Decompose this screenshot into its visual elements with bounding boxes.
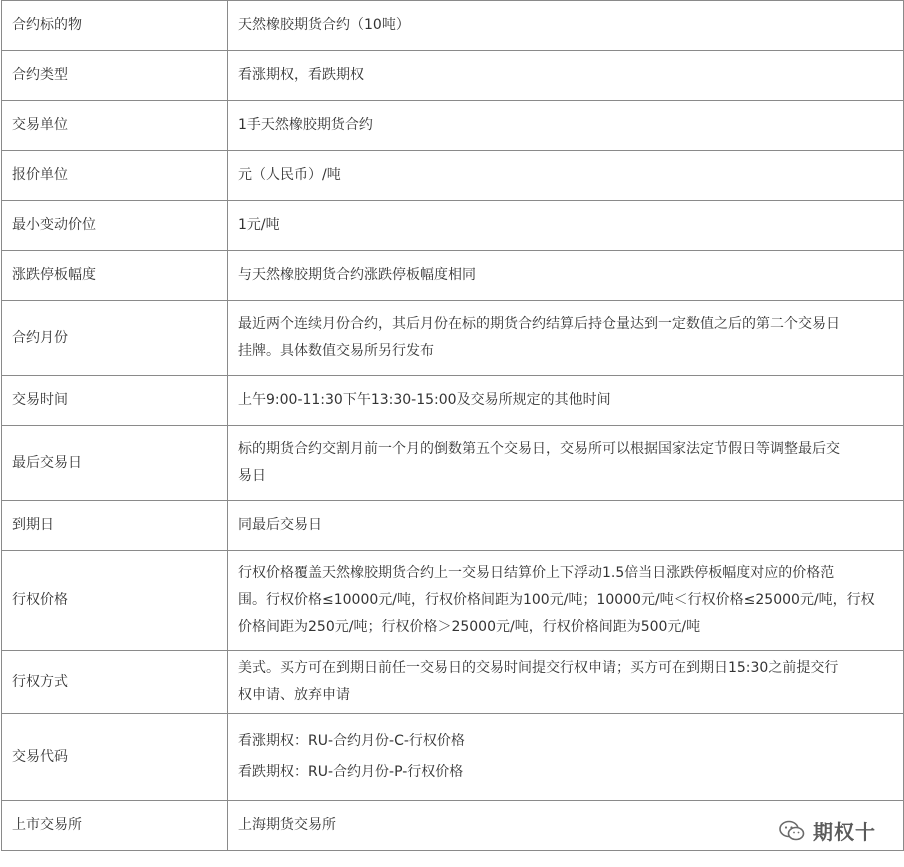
row-value xyxy=(228,251,904,301)
wechat-icon xyxy=(779,820,805,842)
row-value-line: 同最后交易日 xyxy=(238,517,322,533)
row-value xyxy=(228,651,904,714)
row-value-line: 权申请、放弃申请 xyxy=(238,687,350,703)
row-label: 最小变动价位 xyxy=(2,201,228,251)
table-row xyxy=(2,51,904,101)
row-value-line: 挂牌。具体数值交易所另行发布 xyxy=(238,343,434,359)
table-row xyxy=(2,201,904,251)
row-value xyxy=(228,201,904,251)
row-value xyxy=(228,426,904,501)
watermark xyxy=(779,816,876,845)
row-value xyxy=(228,101,904,151)
row-value xyxy=(228,376,904,426)
table-row xyxy=(2,251,904,301)
row-label: 最后交易日 xyxy=(2,426,228,501)
row-value xyxy=(228,301,904,376)
row-label: 到期日 xyxy=(2,501,228,551)
row-value-line: 上午9:00-11:30下午13:30-15:00及交易所规定的其他时间 xyxy=(238,392,611,408)
contract-spec-table xyxy=(1,0,904,851)
row-label: 涨跌停板幅度 xyxy=(2,251,228,301)
row-value-line: 上海期货交易所 xyxy=(238,817,336,833)
row-value-line: 美式。买方可在到期日前任一交易日的交易时间提交行权申请；买方可在到期日15:30之前提交行 xyxy=(238,660,839,676)
row-value-line: 看涨期权，看跌期权 xyxy=(238,67,364,83)
row-value xyxy=(228,551,904,651)
row-label: 行权价格 xyxy=(2,551,228,651)
table-row xyxy=(2,551,904,651)
watermark-text: 期权十 xyxy=(813,820,876,844)
row-value-line: 1元/吨 xyxy=(238,217,280,233)
row-value-line: 1手天然橡胶期货合约 xyxy=(238,117,373,133)
row-label: 上市交易所 xyxy=(2,801,228,851)
table-row xyxy=(2,501,904,551)
table-row xyxy=(2,801,904,851)
table-row xyxy=(2,714,904,801)
row-value xyxy=(228,501,904,551)
row-value-line: 易日 xyxy=(238,468,266,484)
row-value xyxy=(228,1,904,51)
row-value-line: 围。行权价格≤10000元/吨，行权价格间距为100元/吨；10000元/吨＜行权价格≤25000元/吨，行权 xyxy=(238,592,875,608)
row-value-line: 元（人民币）/吨 xyxy=(238,167,341,183)
row-value xyxy=(228,51,904,101)
table-row xyxy=(2,426,904,501)
row-value xyxy=(228,714,904,801)
row-value-line: 标的期货合约交割月前一个月的倒数第五个交易日，交易所可以根据国家法定节假日等调整最后交 xyxy=(238,441,840,457)
row-label: 合约类型 xyxy=(2,51,228,101)
row-label: 合约月份 xyxy=(2,301,228,376)
row-label: 报价单位 xyxy=(2,151,228,201)
row-label: 合约标的物 xyxy=(2,1,228,51)
table-row xyxy=(2,651,904,714)
row-value-line: 天然橡胶期货合约（10吨） xyxy=(238,17,410,33)
table-row xyxy=(2,376,904,426)
row-label: 交易单位 xyxy=(2,101,228,151)
row-value-line: 行权价格覆盖天然橡胶期货合约上一交易日结算价上下浮动1.5倍当日涨跌停板幅度对应的价格范 xyxy=(238,565,835,581)
row-label: 行权方式 xyxy=(2,651,228,714)
row-value-line: 与天然橡胶期货合约涨跌停板幅度相同 xyxy=(238,267,476,283)
row-label: 交易时间 xyxy=(2,376,228,426)
row-value-line: 看涨期权：RU-合约月份-C-行权价格 xyxy=(238,733,465,749)
row-label: 交易代码 xyxy=(2,714,228,801)
row-value xyxy=(228,151,904,201)
row-value-line: 价格间距为250元/吨；行权价格＞25000元/吨，行权价格间距为500元/吨 xyxy=(238,619,701,635)
table-row xyxy=(2,151,904,201)
table-row xyxy=(2,301,904,376)
row-value-line: 看跌期权：RU-合约月份-P-行权价格 xyxy=(238,764,464,780)
table-row xyxy=(2,1,904,51)
row-value-line: 最近两个连续月份合约，其后月份在标的期货合约结算后持仓量达到一定数值之后的第二个交易日 xyxy=(238,316,840,332)
table-row xyxy=(2,101,904,151)
